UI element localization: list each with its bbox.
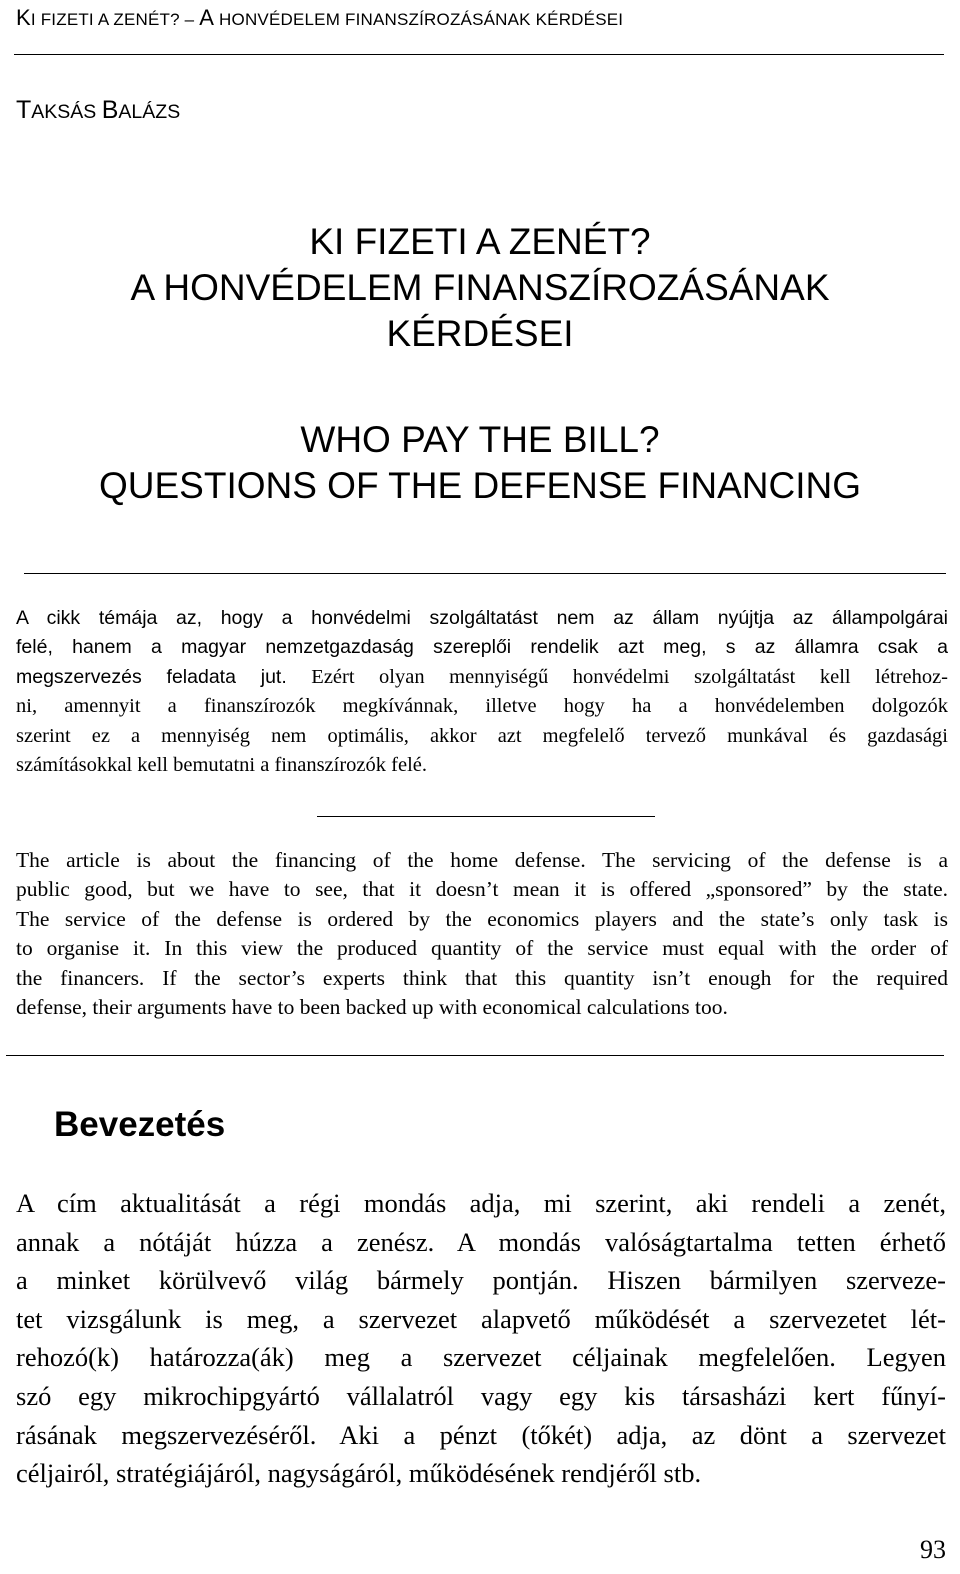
abstract-line: ni, amennyit a finanszírozók megkívánnak, illetve hogy ha a honvédelemben dolgozók [16,695,948,718]
abstract-line: defense, their arguments have to been backed up with economical calculations too. [16,995,728,1020]
abstract-line: felé, hanem a magyar nemzetgazdaság szereplői rendelik azt meg, s az államra csak a [16,636,948,659]
abstract-line: számításokkal kell bemutatni a finanszírozók felé. [16,754,427,777]
running-head-cap: A [199,5,215,30]
body-paragraph [16,1184,946,1493]
title-hungarian [0,219,960,357]
running-head-text: I FIZETI A ZENÉT? – [30,10,200,29]
body-line: rásának megszervezéséről. Aki a pénzt (tőkét) adja, az dönt a szervezet [16,1419,946,1450]
running-head [16,5,623,31]
title-line: A HONVÉDELEM FINANSZÍROZÁSÁNAK [130,267,830,308]
abstract-bottom-rule [6,1055,944,1056]
section-heading: Bevezetés [54,1105,226,1144]
abstract-line: The service of the defense is ordered by the economics players and the state’s only task is [16,906,948,931]
abstract-english [16,846,948,1022]
body-line: annak a nótáját húzza a zenész. A mondás valóságtartalma tetten érhető [16,1226,946,1257]
title-english [0,417,960,509]
header-rule [14,54,944,55]
abstract-line: to organise it. In this view the produced quantity of the service must equal with the order of [16,936,948,961]
running-head-text: HONVÉDELEM FINANSZÍROZÁSÁNAK KÉRDÉSEI [214,10,624,29]
abstract-separator-rule [317,816,655,817]
body-line: szó egy mikrochipgyártó vállalatról vagy egy kis társasházi kert fűnyí- [16,1380,946,1411]
title-line: QUESTIONS OF THE DEFENSE FINANCING [98,465,861,506]
page-number: 93 [920,1535,946,1564]
title-line: KÉRDÉSEI [386,313,574,354]
author-text: AKSÁS [31,101,102,123]
abstract-top-rule [24,573,946,574]
abstract-line-serif: Ezért olyan mennyiségű honvédelmi szolgáltatást kell létrehoz- [286,665,948,688]
running-head-cap: K [16,5,31,30]
body-line: rehozó(k) határozza(ák) meg a szervezet céljainak megfelelően. Legyen [16,1342,946,1373]
title-line: WHO PAY THE BILL? [300,419,660,460]
abstract-line: A cikk témája az, hogy a honvédelmi szolgáltatást nem az állam nyújtja az állampolgárai [16,607,948,629]
abstract-hungarian [16,604,948,780]
author-text: ALÁZS [118,101,181,123]
abstract-line: The article is about the financing of the home defense. The servicing of the defense is a [16,848,948,872]
body-line: céljairól, stratégiájáról, nagyságáról, működésének rendjéről stb. [16,1458,702,1489]
abstract-line: szerint ez a mennyiség nem optimális, akkor azt megfelelő tervező munkával és gazdasági [16,724,948,747]
abstract-line: the financers. If the sector’s experts think that this quantity isn’t enough for the required [16,965,948,990]
author-cap: T [16,96,32,124]
body-line: A cím aktualitását a régi mondás adja, mi szerint, aki rendeli a zenét, [16,1188,946,1218]
author-name [16,96,180,125]
abstract-line: public good, but we have to see, that it doesn’t mean it is offered „sponsored” by the state. [16,877,948,902]
abstract-line [16,663,948,692]
author-cap: B [101,96,119,124]
abstract-line-sans: megszervezés feladata jut. [16,665,287,688]
body-line: a minket körülvevő világ bármely pontján. Hiszen bármilyen szerveze- [16,1265,946,1296]
body-line: tet vizsgálunk is meg, a szervezet alapvető működését a szervezetet lét- [16,1303,946,1334]
title-line: KI FIZETI A ZENÉT? [309,221,651,262]
